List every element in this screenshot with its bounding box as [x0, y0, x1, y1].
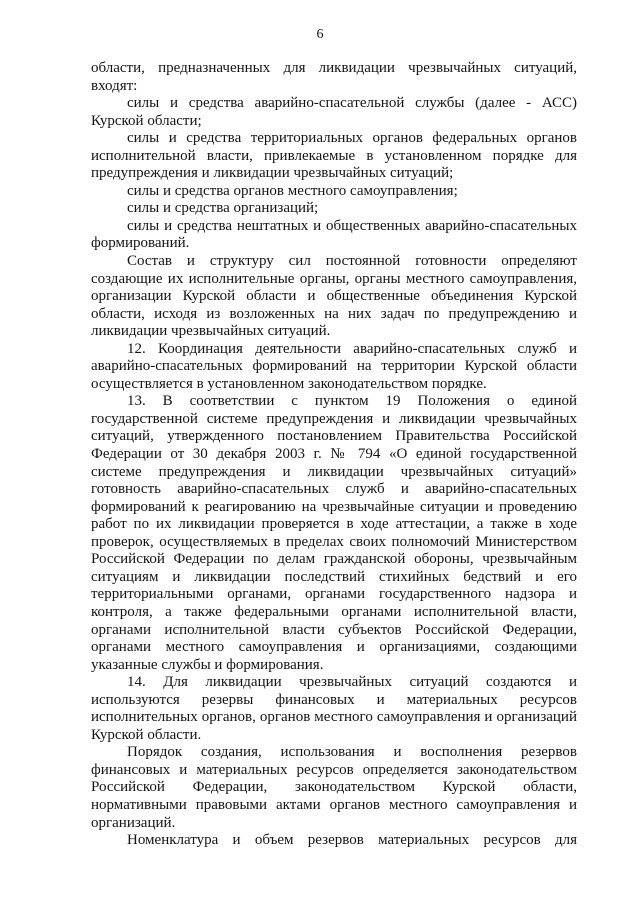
document-body: [91, 60, 577, 850]
paragraph: области, предназначенных для ликвидации чрезвычайных ситуаций, входят:: [91, 60, 577, 94]
paragraph: силы и средства организаций;: [127, 200, 319, 217]
page-number: 6: [316, 27, 324, 42]
paragraph: 12. Координация деятельности аварийно-спасательных служб и аварийно-спасательных формирований на территории Курской области осуществляется в установленном законодательством порядке.: [91, 340, 577, 392]
paragraph: Номенклатура и объем резервов материальных ресурсов для: [127, 832, 577, 849]
paragraph: силы и средства нештатных и общественных аварийно-спасательных формирований.: [91, 217, 577, 252]
paragraph: силы и средства территориальных органов федеральных органов исполнительной власти, привлекаемые в установленном порядке для предупреждения и ликвидации чрезвычайных ситуаций;: [91, 130, 577, 182]
paragraph: Порядок создания, использования и восполнения резервов финансовых и материальных ресурсов определяется законодательством Российской Федерации, законодательством Курской области, нормативными правовыми актами органов местного самоуправления и организаций.: [91, 744, 577, 831]
paragraph: 13. В соответствии с пунктом 19 Положения о единой государственной системе предупреждения и ликвидации чрезвычайных ситуаций, утвержденного постановлением Правительства Российской Федерации от 30 декабря 2003 г. № 794 «О единой государственной системе предупреждения и ликвидации чрезвычайных ситуаций» готовность аварийно-спасательных служб и аварийно-спасательных формирований к реагированию на чрезвычайные ситуации и проведению работ по их ликвидации проверяется в ходе аттестации, а также в ходе проверок, осуществляемых в пределах своих полномочий Министерством Российской Федерации по делам гражданской обороны, чрезвычайным ситуациям и ликвидации последствий стихийных бедствий и его территориальными органами, органами государственного надзора и контроля, а также федеральными органами исполнительной власти, органами исполнительной власти субъектов Российской Федерации, органами местного самоуправления и организациями, создающими указанные службы и формирования.: [91, 393, 577, 673]
paragraph: силы и средства органов местного самоуправления;: [127, 182, 458, 199]
paragraph: 14. Для ликвидации чрезвычайных ситуаций создаются и используются резервы финансовых и материальных ресурсов исполнительных органов, органов местного самоуправления и организаций Курской области.: [91, 674, 577, 743]
paragraph: Состав и структуру сил постоянной готовности определяют создающие их исполнительные органы, органы местного самоуправления, организации Курской области и общественные объединения Курской области, исходя из возложенных на них задач по предупреждению и ликвидации чрезвычайных ситуаций.: [91, 253, 577, 340]
paragraph: силы и средства аварийно-спасательной службы (далее - АСС) Курской области;: [91, 95, 577, 129]
